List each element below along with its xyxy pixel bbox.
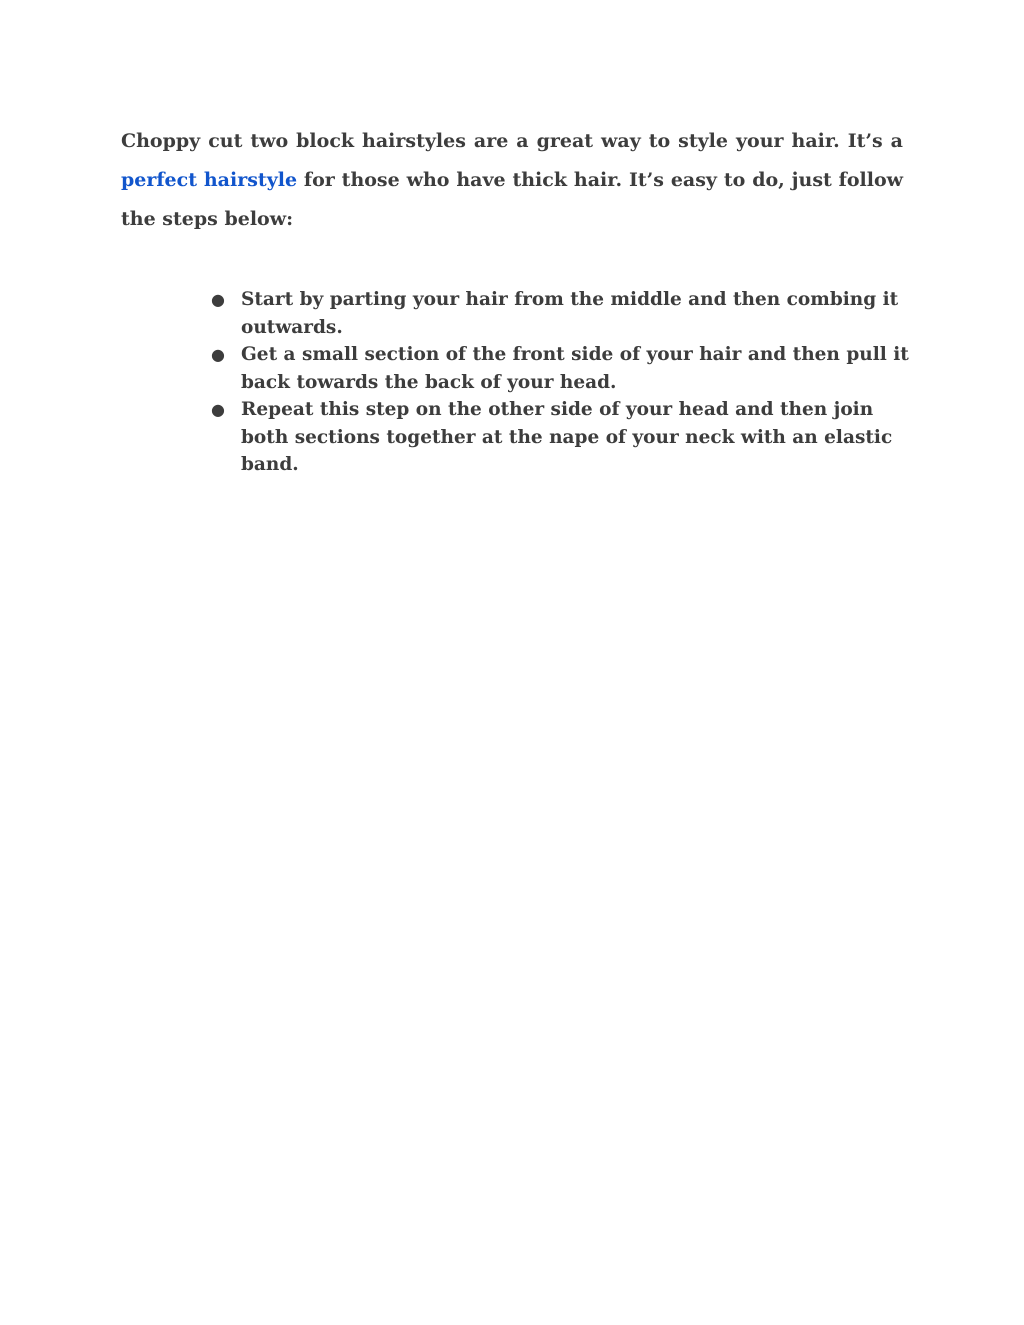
list-item bbox=[211, 286, 911, 341]
bullet-icon: ● bbox=[211, 345, 225, 364]
list-item bbox=[211, 396, 911, 479]
bullet-icon: ● bbox=[211, 290, 225, 309]
intro-paragraph bbox=[121, 122, 903, 239]
perfect-hairstyle-link[interactable]: perfect hairstyle bbox=[121, 169, 298, 191]
list-item bbox=[211, 341, 911, 396]
intro-text-end: for those who have thick hair. It’s easy to do, just follow the steps below: bbox=[121, 169, 903, 230]
steps-list bbox=[211, 286, 911, 479]
step-text: Start by parting your hair from the middle and then combing it outwards. bbox=[241, 289, 899, 338]
step-text: Repeat this step on the other side of your head and then join both sections together at the nape of your neck with an elastic band. bbox=[241, 399, 893, 475]
step-text: Get a small section of the front side of your hair and then pull it back towards the back of your head. bbox=[241, 344, 909, 393]
intro-text-start: Choppy cut two block hairstyles are a great way to style your hair. It’s a bbox=[121, 130, 903, 152]
bullet-icon: ● bbox=[211, 400, 225, 419]
